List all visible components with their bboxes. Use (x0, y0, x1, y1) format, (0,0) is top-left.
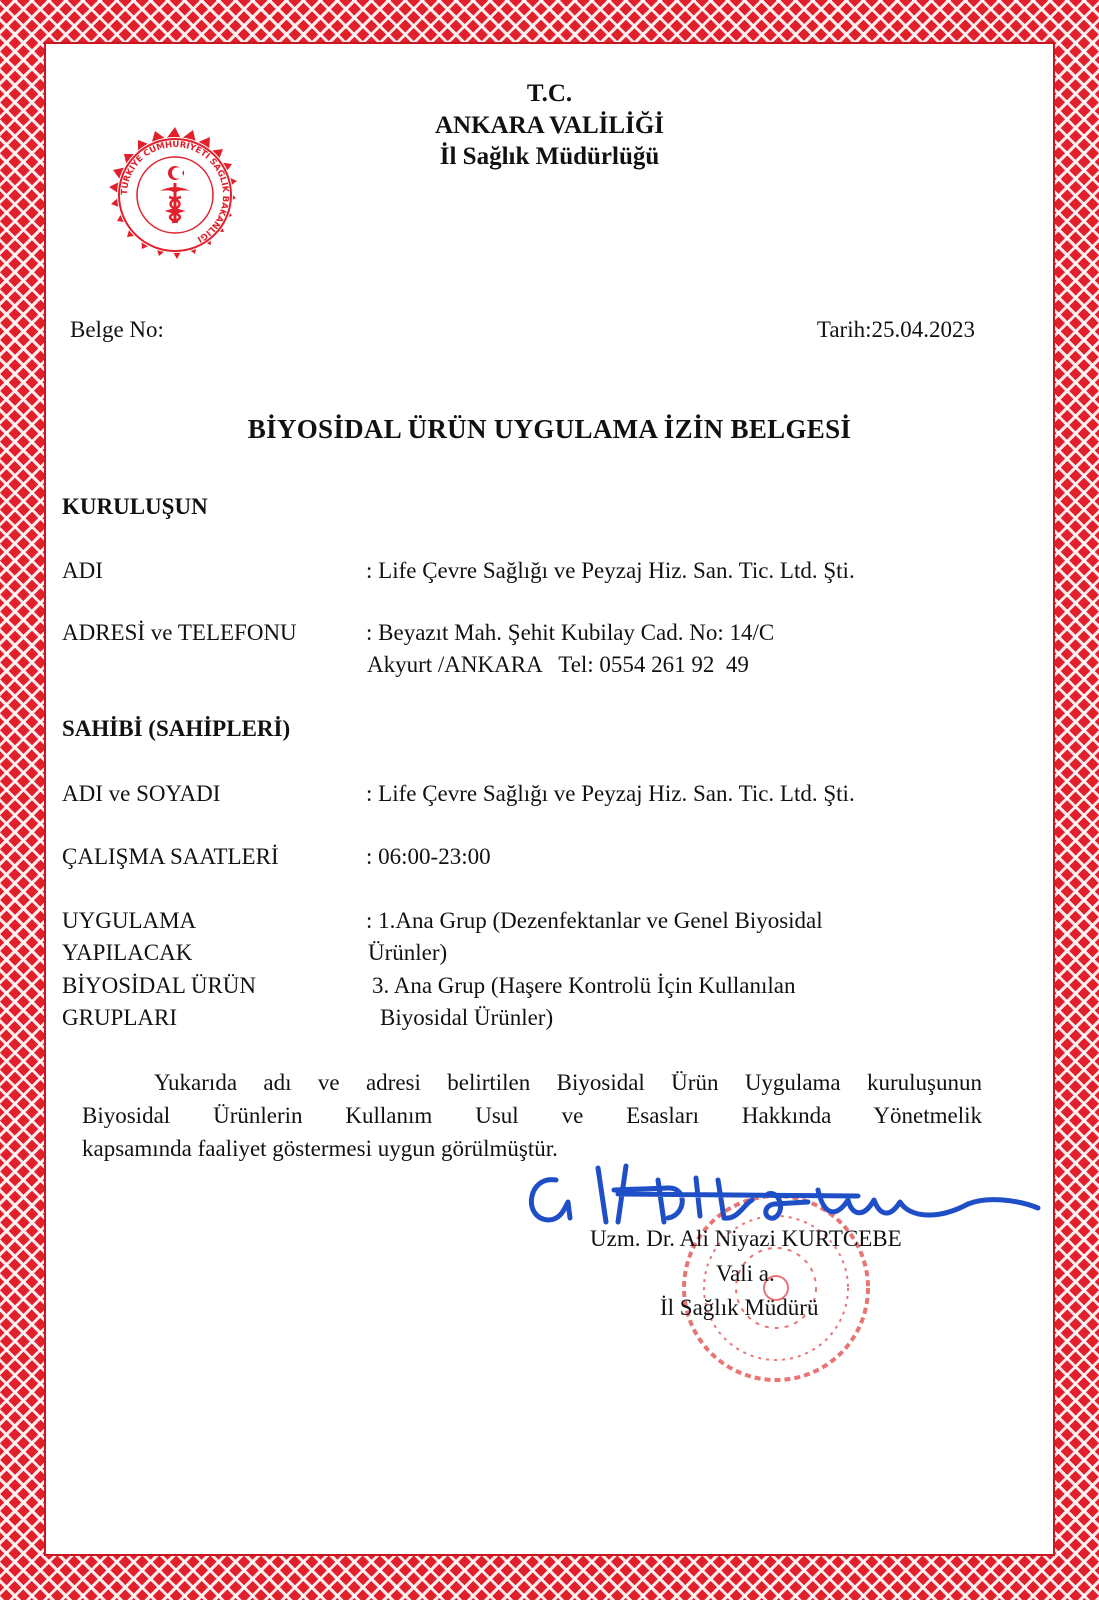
header-il-saglik: İl Sağlık Müdürlüğü (439, 143, 660, 170)
sahibi-adi-soyadi-label: ADI ve SOYADI (62, 781, 221, 806)
calisma-saatleri-label: ÇALIŞMA SAATLERİ (62, 844, 279, 869)
kurulus-heading: KURULUŞUN (62, 494, 208, 519)
kurulus-adres-label: ADRESİ ve TELEFONU (62, 620, 297, 645)
header-ankara-valiligi: ANKARA VALİLİĞİ (434, 112, 664, 139)
tarih-value: Tarih:25.04.2023 (816, 317, 975, 342)
kurulus-adi-label: ADI (62, 558, 103, 583)
gruplar-label-line-2: YAPILACAK (62, 940, 193, 965)
paragraph-line-2: Biyosidal Ürünlerin Kullanım Usul ve Esasları Hakkında Yönetmelik (82, 1103, 982, 1128)
gruplar-value-line-2: Ürünler) (368, 940, 448, 965)
approval-paragraph (82, 1066, 982, 1165)
gruplar-value-line-1: : 1.Ana Grup (Dezenfektanlar ve Genel Biyosidal (366, 908, 823, 933)
belge-no-label: Belge No: (70, 317, 164, 342)
signatory-role-2: İl Sağlık Müdürü (660, 1295, 819, 1320)
kurulus-adi-value: : Life Çevre Sağlığı ve Peyzaj Hiz. San. Tic. Ltd. Şti. (366, 558, 855, 583)
header-tc: T.C. (526, 80, 573, 107)
seal-ring-text: TÜRKİYE CUMHURİYETİ SAĞLIK BAKANLIĞI (119, 139, 231, 244)
calisma-saatleri-value: : 06:00-23:00 (366, 844, 491, 869)
gruplar-label-line-3: BİYOSİDAL ÜRÜN (62, 973, 257, 998)
document-title: BİYOSİDAL ÜRÜN UYGULAMA İZİN BELGESİ (247, 414, 852, 444)
signatory-name: Uzm. Dr. Ali Niyazi KURTCEBE (590, 1226, 902, 1251)
ministry-seal-logo (100, 125, 250, 275)
gruplar-label-line-1: UYGULAMA (62, 908, 197, 933)
sahibi-adi-soyadi-value: : Life Çevre Sağlığı ve Peyzaj Hiz. San. Tic. Ltd. Şti. (366, 781, 855, 806)
paragraph-line-1: Yukarıda adı ve adresi belirtilen Biyosidal Ürün Uygulama kuruluşunun (154, 1070, 982, 1095)
gruplar-label-line-4: GRUPLARI (62, 1005, 178, 1030)
gruplar-value-line-4: Biyosidal Ürünler) (380, 1005, 554, 1030)
sahibi-heading: SAHİBİ (SAHİPLERİ) (62, 716, 291, 741)
gruplar-value-line-3: 3. Ana Grup (Haşere Kontrolü İçin Kullanılan (372, 973, 796, 998)
paragraph-line-3: kapsamında faaliyet göstermesi uygun görülmüştür. (82, 1136, 558, 1161)
signatory-role-1: Vali a. (716, 1261, 775, 1286)
kurulus-adres-value-2: Akyurt /ANKARA Tel: 0554 261 92 49 (367, 652, 749, 677)
kurulus-adres-value-1: : Beyazıt Mah. Şehit Kubilay Cad. No: 14/C (366, 620, 775, 645)
